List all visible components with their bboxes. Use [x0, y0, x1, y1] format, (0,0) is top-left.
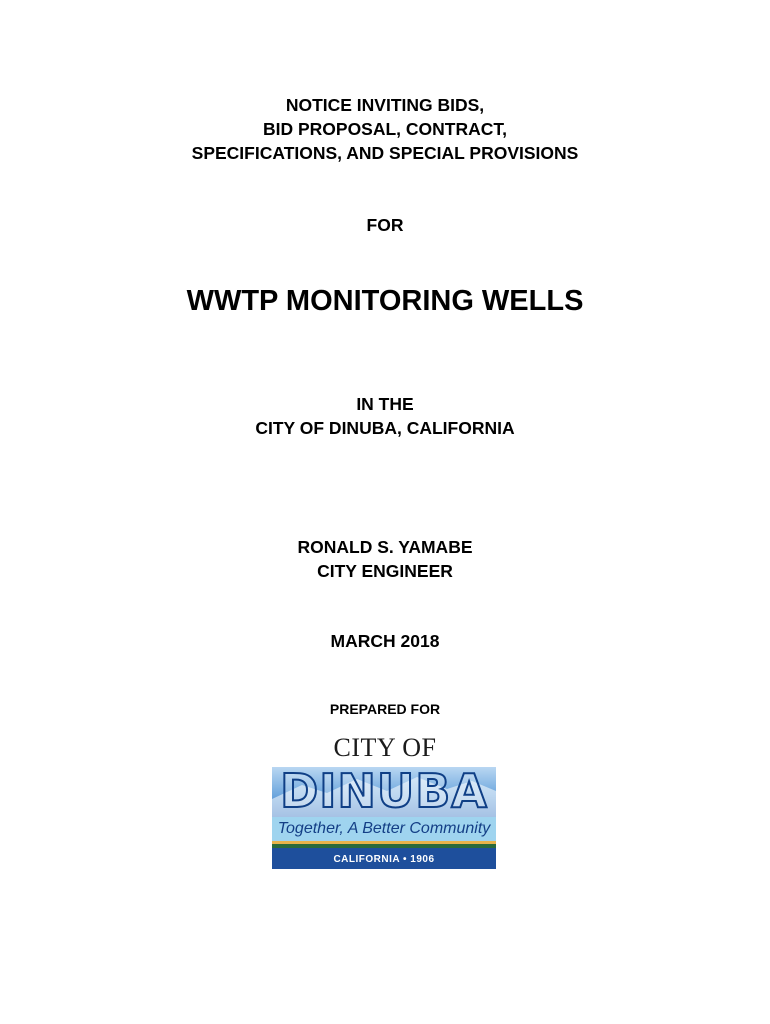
logo-stripes-icon — [272, 841, 496, 851]
city-of-dinuba-logo — [270, 733, 500, 873]
logo-top-text: CITY OF — [333, 733, 437, 762]
logo-name: DINUBA — [280, 767, 488, 817]
engineer-name: RONALD S. YAMABE — [297, 537, 473, 557]
title-line-1: NOTICE INVITING BIDS, — [285, 95, 485, 115]
engineer-title: CITY ENGINEER — [317, 561, 453, 581]
location-line-1: IN THE — [356, 394, 414, 414]
title-line-2: BID PROPOSAL, CONTRACT, — [262, 119, 508, 139]
for-label: FOR — [366, 215, 404, 235]
date: MARCH 2018 — [330, 631, 440, 651]
logo-name-panel — [272, 767, 496, 817]
logo-band — [272, 767, 496, 851]
project-name: WWTP MONITORING WELLS — [186, 285, 584, 317]
prepared-for-label: PREPARED FOR — [329, 701, 441, 717]
location-line-2: CITY OF DINUBA, CALIFORNIA — [255, 418, 515, 438]
logo-state-line: CALIFORNIA • 1906 — [272, 851, 496, 869]
title-line-3: SPECIFICATIONS, AND SPECIAL PROVISIONS — [191, 143, 579, 163]
logo-slogan: Together, A Better Community — [272, 817, 496, 841]
